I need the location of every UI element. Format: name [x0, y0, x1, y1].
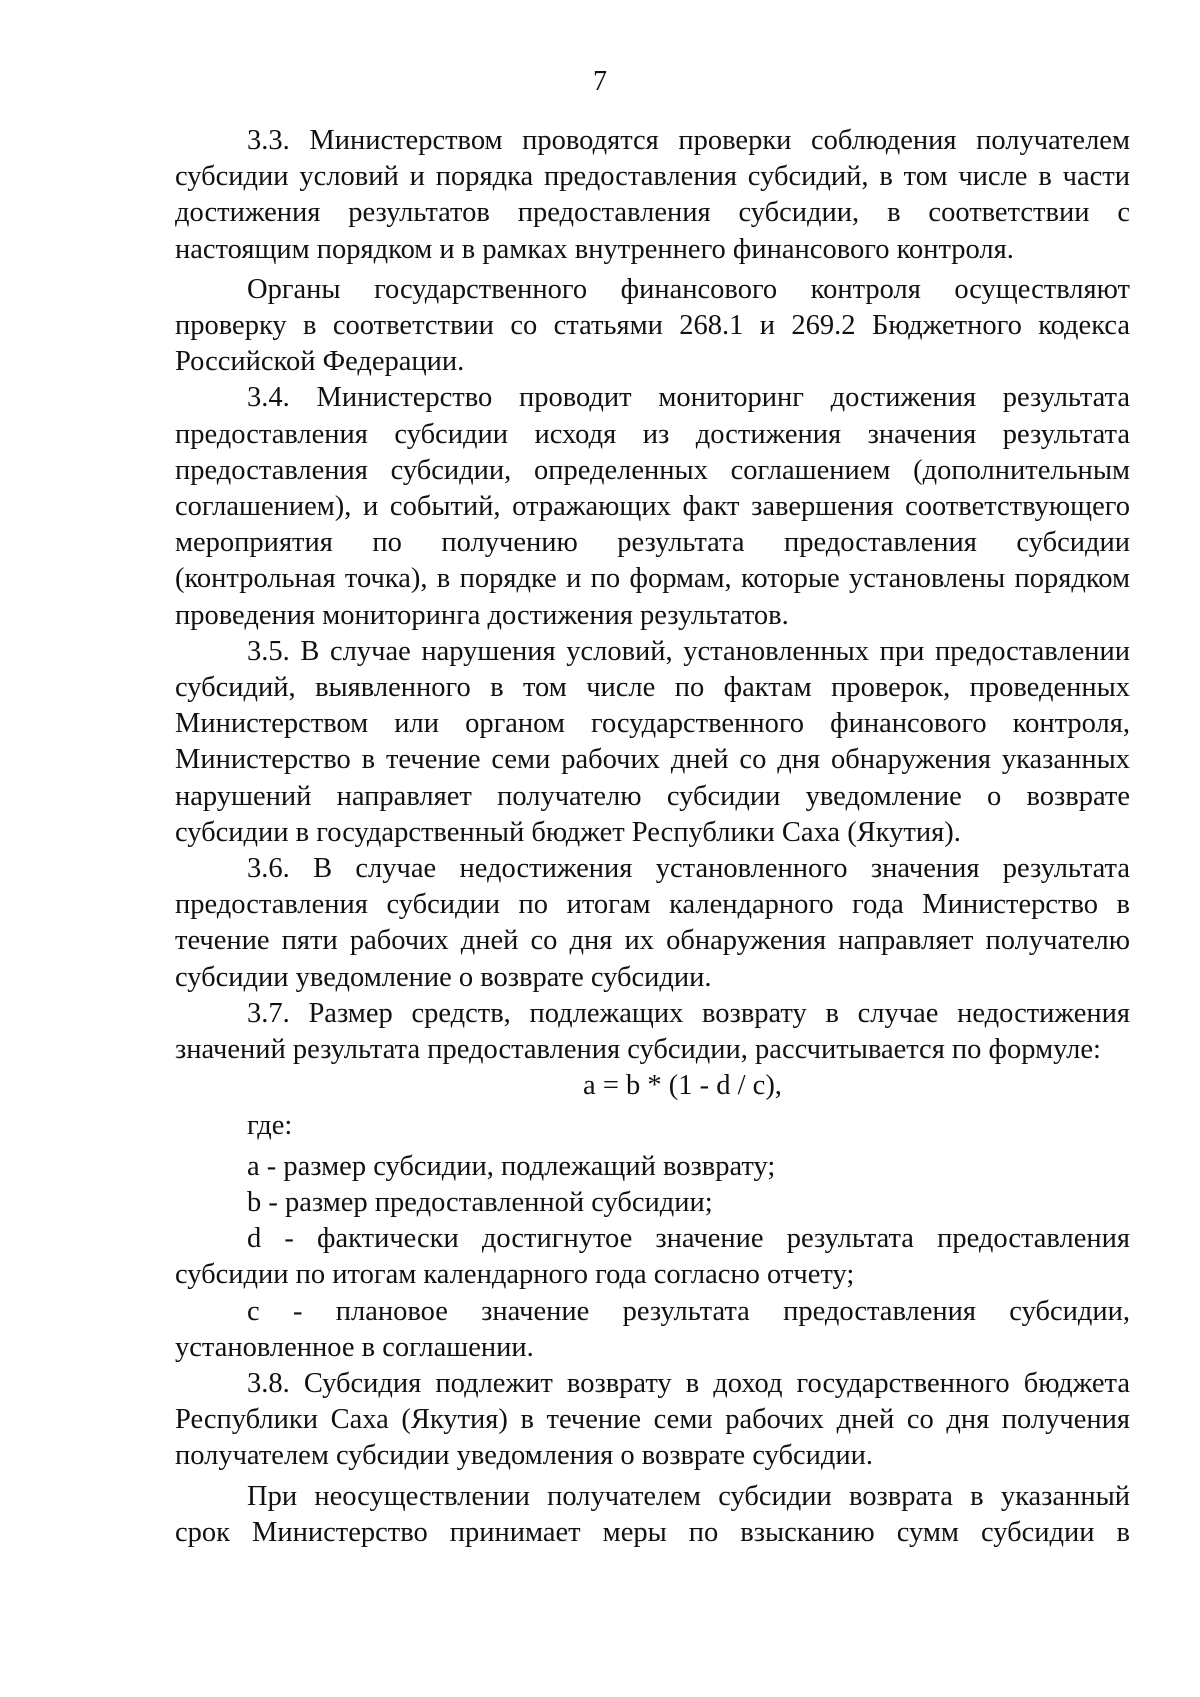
- paragraph-3-7: 3.7. Размер средств, подлежащих возврату в случае недостижения значений результата предоставления субсидии, рассчитывается по формуле:: [175, 997, 1130, 1066]
- refund-formula: a = b * (1 - d / c),: [583, 1070, 782, 1102]
- paragraph-3-5: 3.5. В случае нарушения условий, установленных при предоставлении субсидий, выявленного в том числе по фактам проверок, проведенных Министерством или органом государственного финансового контроля, Министерство в течение семи рабочих дней со дня обнаружения указанных нарушений направляет получателю субсидии уведомление о возврате субсидии в государственный бюджет Республики Саха (Якутия).: [175, 635, 1130, 848]
- definition-a: a - размер субсидии, подлежащий возврату;: [247, 1150, 776, 1182]
- paragraph-3-6: 3.6. В случае недостижения установленного значения результата предоставления субсидии по итогам календарного года Министерство в течение пяти рабочих дней со дня их обнаружения направляет получателю субсидии уведомление о возврате субсидии.: [175, 853, 1130, 993]
- paragraph-control-organs: Органы государственного финансового контроля осуществляют проверку в соответствии со статьями 268.1 и 269.2 Бюджетного кодекса Российской Федерации.: [175, 273, 1130, 378]
- definition-b: b - размер предоставленной субсидии;: [247, 1186, 713, 1218]
- formula-where-label: где:: [247, 1110, 293, 1142]
- paragraph-3-4: 3.4. Министерство проводит мониторинг достижения результата предоставления субсидии исходя из достижения значения результата предоставления субсидии, определенных соглашением (дополнительным соглашением), и событий, отражающих факт завершения соответствующего мероприятия по получению результата предоставления субсидии (контрольная точка), в порядке и по формам, которые установлены порядком проведения мониторинга достижения результатов.: [175, 382, 1130, 631]
- paragraph-3-8: 3.8. Субсидия подлежит возврату в доход государственного бюджета Республики Саха (Якутия) в течение семи рабочих дней со дня получения получателем субсидии уведомления о возврате субсидии.: [175, 1367, 1130, 1472]
- definition-d: d - фактически достигнутое значение результата предоставления субсидии по итогам календарного года согласно отчету;: [175, 1223, 1130, 1291]
- paragraph-non-return: При неосуществлении получателем субсидии возврата в указанный срок Министерство принимает меры по взысканию сумм субсидии в: [175, 1480, 1130, 1548]
- page-number: 7: [593, 66, 607, 97]
- paragraph-3-3: 3.3. Министерством проводятся проверки соблюдения получателем субсидии условий и порядка предоставления субсидий, в том числе в части достижения результатов предоставления субсидии, в соответствии с настоящим порядком и в рамках внутреннего финансового контроля.: [175, 125, 1130, 265]
- document-body: [175, 123, 1130, 1551]
- definition-c: c - плановое значение результата предоставления субсидии, установленное в соглашении.: [175, 1295, 1130, 1363]
